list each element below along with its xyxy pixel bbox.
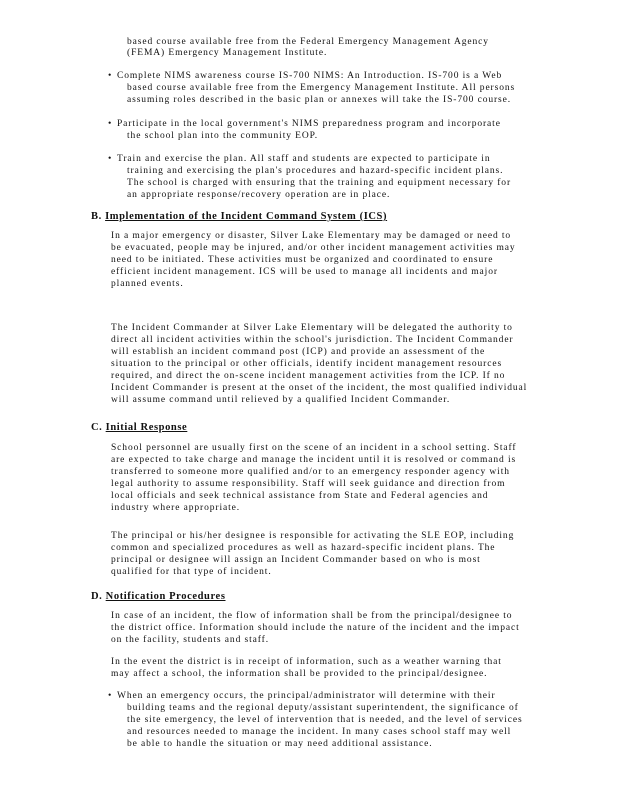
text-line: Complete NIMS awareness course IS-700 NIMS: An Introduction. IS-700 is a Web bbox=[117, 71, 503, 81]
text-line: In case of an incident, the flow of information shall be from the principal/designee to bbox=[111, 611, 513, 621]
text-line: When an emergency occurs, the principal/administrator will determine with their bbox=[117, 691, 496, 701]
section-heading-c bbox=[91, 421, 187, 434]
text-line: Train and exercise the plan. All staff and students are expected to participate in bbox=[117, 154, 491, 164]
text-line: will assume command until relieved by a qualified Incident Commander. bbox=[111, 395, 451, 405]
text-line: required, and direct the on-scene incident management activities from the ICP. If no bbox=[111, 371, 506, 381]
text-line: based course available free from the Emergency Management Institute. All persons bbox=[127, 83, 516, 93]
text-line: industry where appropriate. bbox=[111, 503, 241, 513]
text-line: In the event the district is in receipt of information, such as a weather warning that bbox=[111, 657, 502, 667]
text-line: local officials and seek technical assistance from State and Federal agencies and bbox=[111, 491, 489, 501]
bullet-icon: • bbox=[108, 154, 112, 164]
text-line: efficient incident management. ICS will be used to manage all incidents and major bbox=[111, 267, 498, 277]
text-line: qualified for that type of incident. bbox=[111, 567, 272, 577]
text-line: will establish an incident command post (ICP) and provide an assessment of the bbox=[111, 347, 486, 357]
text-line: (FEMA) Emergency Management Institute. bbox=[127, 48, 328, 58]
text-line: based course available free from the Federal Emergency Management Agency bbox=[127, 37, 489, 47]
text-line: principal or designee will assign an Incident Commander based on who is most bbox=[111, 555, 481, 565]
text-line: on the facility, students and staff. bbox=[111, 635, 269, 645]
text-line: The school is charged with ensuring that the training and equipment necessary for bbox=[127, 178, 512, 188]
bullet-icon: • bbox=[108, 119, 112, 129]
text-line: the site emergency, the level of intervention that is needed, and the level of services bbox=[127, 715, 523, 725]
text-line: The Incident Commander at Silver Lake Elementary will be delegated the authority to bbox=[111, 323, 513, 333]
section-title: Initial Response bbox=[105, 422, 188, 433]
text-line: the school plan into the community EOP. bbox=[127, 131, 319, 141]
section-letter: D. bbox=[91, 591, 103, 602]
section-letter: C. bbox=[91, 422, 103, 433]
text-line: The principal or his/her designee is responsible for activating the SLE EOP, including bbox=[111, 531, 515, 541]
text-line: situation to the principal or other officials, identify incident management resources bbox=[111, 359, 503, 369]
text-line: need to be initiated. These activities must be organized and coordinated to ensure bbox=[111, 255, 494, 265]
text-line: the district office. Information should include the nature of the incident and the impact bbox=[111, 623, 520, 633]
section-title: Notification Procedures bbox=[105, 591, 226, 602]
section-heading-d bbox=[91, 590, 226, 603]
text-line: training and exercising the plan's procedures and hazard-specific incident plans. bbox=[127, 166, 504, 176]
section-letter: B. bbox=[91, 211, 102, 222]
text-line: common and specialized procedures as well as hazard-specific incident plans. The bbox=[111, 543, 496, 553]
text-line: are expected to take charge and manage the incident until it is resolved or command is bbox=[111, 455, 517, 465]
text-line: and resources needed to manage the incident. In many cases school staff may well bbox=[127, 727, 512, 737]
text-line: legal authority to assume responsibility. Staff will seek guidance and direction from bbox=[111, 479, 506, 489]
text-line: building teams and the regional deputy/assistant superintendent, the significance of bbox=[127, 703, 519, 713]
bullet-icon: • bbox=[108, 71, 112, 81]
text-line: transferred to someone more qualified and/or to an emergency responder agency with bbox=[111, 467, 510, 477]
text-line: be able to handle the situation or may need additional assistance. bbox=[127, 739, 433, 749]
text-line: an appropriate response/recovery operation are in place. bbox=[127, 190, 391, 200]
text-line: assuming roles described in the basic plan or annexes will take the IS-700 course. bbox=[127, 95, 512, 105]
text-line: may affect a school, the information shall be provided to the principal/designee. bbox=[111, 669, 488, 679]
section-title: Implementation of the Incident Command System (ICS) bbox=[105, 211, 388, 222]
text-line: School personnel are usually first on the scene of an incident in a school setting. Staff bbox=[111, 443, 517, 453]
section-heading-b bbox=[91, 210, 387, 223]
text-line: planned events. bbox=[111, 279, 184, 289]
text-line: In a major emergency or disaster, Silver Lake Elementary may be damaged or need to bbox=[111, 231, 512, 241]
text-line: be evacuated, people may be injured, and/or other incident management activities may bbox=[111, 243, 516, 253]
bullet-icon: • bbox=[108, 691, 112, 701]
text-line: Incident Commander is present at the onset of the incident, the most qualified individual bbox=[111, 383, 528, 393]
text-line: Participate in the local government's NIMS preparedness program and incorporate bbox=[117, 119, 501, 129]
text-line: direct all incident activities within the school's jurisdiction. The Incident Commander bbox=[111, 335, 514, 345]
